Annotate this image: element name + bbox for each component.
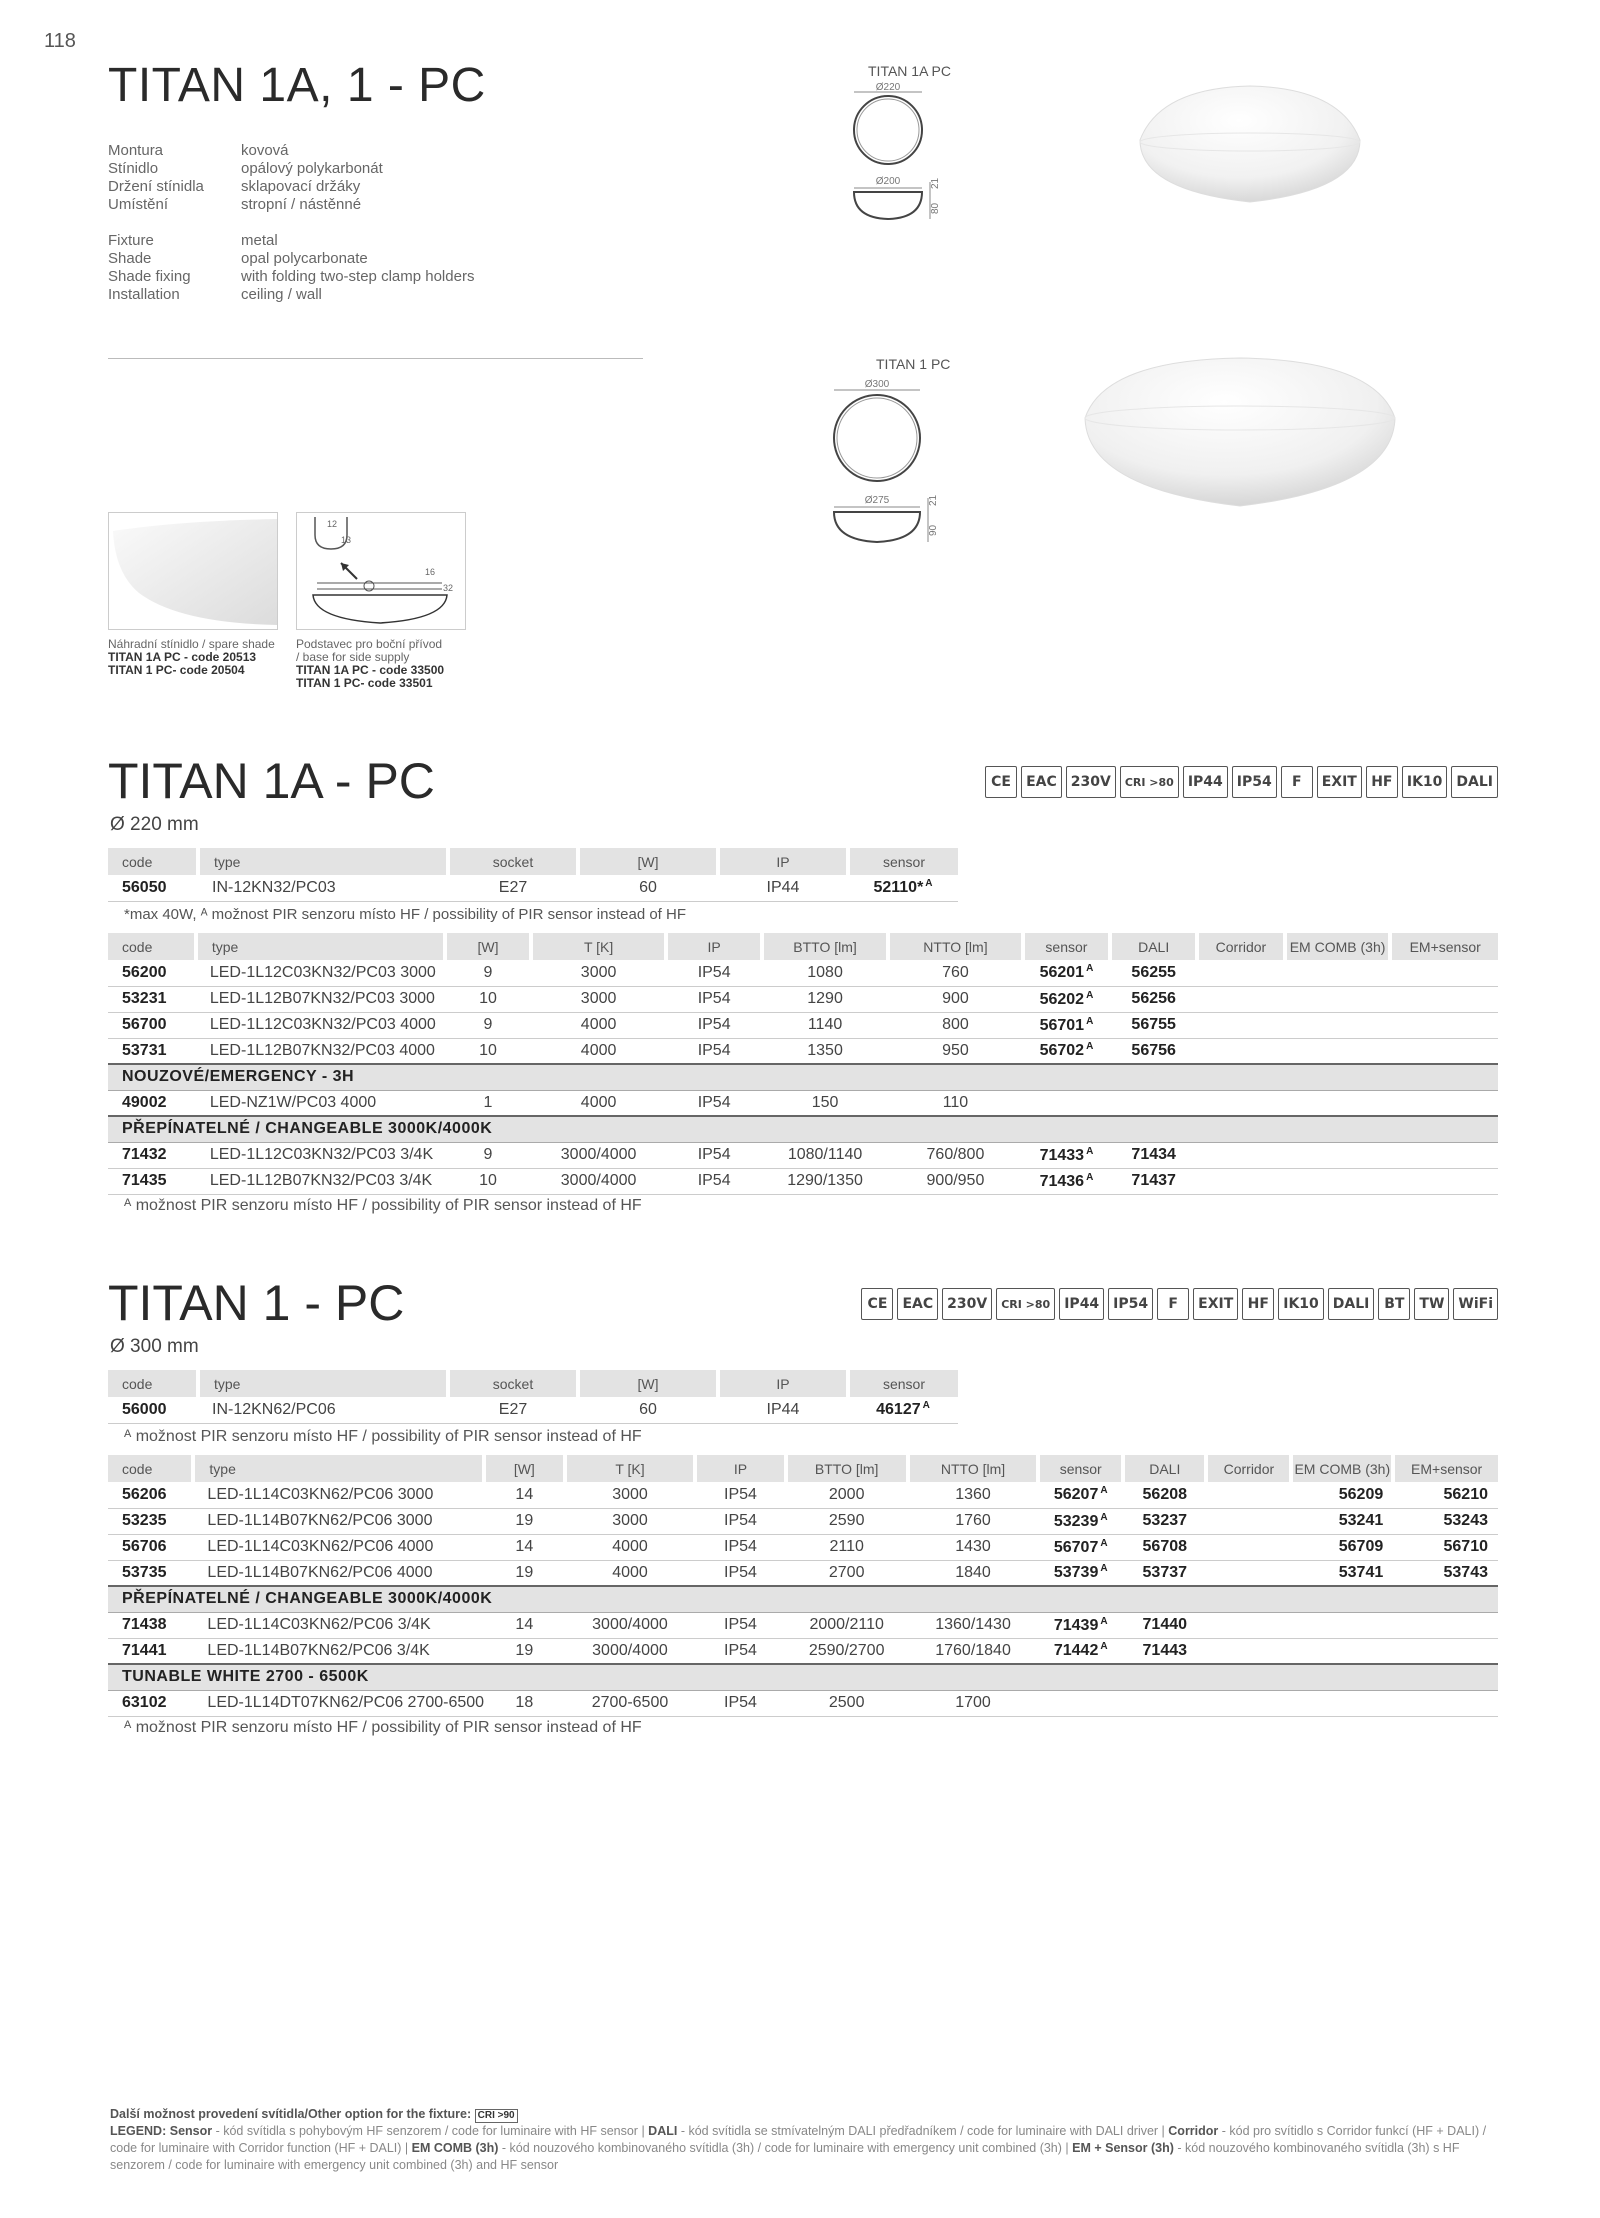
badge-hf: HF xyxy=(1366,766,1398,798)
badge-hf: HF xyxy=(1242,1288,1274,1320)
base-caption: Podstavec pro boční přívod / base for side supply TITAN 1A PC - code 33500 TITAN 1 PC- code 33501 xyxy=(296,637,445,690)
badge-ip54: IP54 xyxy=(1108,1288,1153,1320)
svg-text:12: 12 xyxy=(327,519,338,529)
table-led-titan-1a xyxy=(108,933,1498,1195)
legend: Další možnost provedení svítidla/Other option for the fixture: CRI >90 LEGEND: Sensor - kód svítidla s pohybovým HF senzorem / code for luminaire with HF sensor | DALI - kód svítidla se stmívatelným DALI předřadníkem / code for luminaire with DALI driver | Corridor - kód pro svítidlo s Corridor funkcí (HF + DALI) / code for luminaire with Corridor function (HF + DALI) | EM COMB (3h) - kód nouzového kombinovaného svítidla (3h) / code for luminaire with emergency unit combined (3h) | EM + Sensor (3h) - kód nouzového kombinovaného svítidla (3h) s HF senzorem / code for luminaire with emergency unit combined (3h) and HF sensor xyxy=(110,2107,1487,2172)
column-header: BTTO [lm] xyxy=(786,1455,908,1482)
badge-230v: 230V xyxy=(942,1288,992,1320)
table-row: 49002 LED-NZ1W/PC03 4000 1 4000 IP54 150 110 xyxy=(108,1090,1498,1116)
drawing-label-titan-1: TITAN 1 PC xyxy=(876,356,951,372)
column-header: type xyxy=(193,1455,484,1482)
column-header: NTTO [lm] xyxy=(888,933,1022,960)
badge-ik10: IK10 xyxy=(1278,1288,1324,1320)
spec-row: Držení stínidla sklapovací držáky xyxy=(108,178,361,195)
table-row: 56050 IN-12KN32/PC03 E27 60 IP44 52110* $^A$ xyxy=(108,875,958,901)
column-header: T [K] xyxy=(531,933,667,960)
badge-exit: EXIT xyxy=(1317,766,1362,798)
column-header: EM+sensor xyxy=(1393,1455,1498,1482)
badge-cri-80: CRI >80 xyxy=(1120,766,1179,798)
note-led-titan-1: ᴬ možnost PIR senzoru místo HF / possibility of PIR sensor instead of HF xyxy=(124,1719,642,1736)
column-header: Corridor xyxy=(1206,1455,1291,1482)
column-header: EM COMB (3h) xyxy=(1291,1455,1393,1482)
table-row: 53731 LED-1L12B07KN32/PC03 4000 10 4000 IP54 1350 950 56702 $^A$ 56756 xyxy=(108,1038,1498,1064)
badge-ip54: IP54 xyxy=(1232,766,1277,798)
column-header: type xyxy=(198,1370,448,1397)
spec-row: Montura kovová xyxy=(108,142,289,159)
column-header: code xyxy=(108,848,198,875)
column-header: IP xyxy=(718,1370,848,1397)
dim-top-a: Ø220 xyxy=(875,82,901,93)
column-header: code xyxy=(108,1455,193,1482)
svg-text:32: 32 xyxy=(443,583,454,593)
column-header: sensor xyxy=(1038,1455,1123,1482)
product-photo-titan-1 xyxy=(1075,348,1405,518)
column-header: EM+sensor xyxy=(1390,933,1498,960)
badge-f: F xyxy=(1281,766,1313,798)
column-header: Corridor xyxy=(1197,933,1285,960)
table-row: 53231 LED-1L12B07KN32/PC03 3000 10 3000 IP54 1290 900 56202 $^A$ 56256 xyxy=(108,986,1498,1012)
product-photo-titan-1a xyxy=(1120,70,1380,210)
column-header: [W] xyxy=(578,1370,718,1397)
table-incandescent-titan-1a xyxy=(108,848,958,902)
column-header: DALI xyxy=(1110,933,1197,960)
table-row: 56200 LED-1L12C03KN32/PC03 3000 9 3000 IP54 1080 760 56201 $^A$ 56255 xyxy=(108,960,1498,986)
dimension-drawing-titan-1a xyxy=(840,82,950,232)
certification-badges-titan-1 xyxy=(861,1288,1498,1320)
badge-eac: EAC xyxy=(897,1288,938,1320)
page-title: TITAN 1A, 1 - PC xyxy=(108,59,486,112)
table-led-titan-1 xyxy=(108,1455,1498,1717)
column-header: type xyxy=(198,848,448,875)
section-diameter-titan-1a: Ø 220 mm xyxy=(110,814,199,835)
table-row: 56700 LED-1L12C03KN32/PC03 4000 9 4000 IP54 1140 800 56701 $^A$ 56755 xyxy=(108,1012,1498,1038)
cri-90-badge: CRI >90 xyxy=(475,2109,518,2123)
spec-row: Installation ceiling / wall xyxy=(108,286,322,303)
column-header: BTTO [lm] xyxy=(762,933,888,960)
group-header: TUNABLE WHITE 2700 - 6500K xyxy=(108,1664,1498,1690)
badge-eac: EAC xyxy=(1021,766,1062,798)
note-led-titan-1a: ᴬ možnost PIR senzoru místo HF / possibility of PIR sensor instead of HF xyxy=(124,1197,642,1214)
spec-row: Shade opal polycarbonate xyxy=(108,250,368,267)
table-row: 63102 LED-1L14DT07KN62/PC06 2700-6500 18 2700-6500 IP54 2500 1700 xyxy=(108,1690,1498,1716)
note-incandescent-titan-1a: *max 40W, ᴬ možnost PIR senzoru místo HF / possibility of PIR sensor instead of HF xyxy=(124,906,686,923)
table-row: 53235 LED-1L14B07KN62/PC06 3000 19 3000 IP54 2590 1760 53239 $^A$ 53237 53241 53243 xyxy=(108,1508,1498,1534)
dim-h1-b: 90 xyxy=(928,524,939,536)
certification-badges-titan-1a xyxy=(985,766,1498,798)
badge-ip44: IP44 xyxy=(1059,1288,1104,1320)
divider xyxy=(108,358,643,359)
dimension-drawing-titan-1 xyxy=(820,376,950,556)
badge-230v: 230V xyxy=(1066,766,1116,798)
badge-ik10: IK10 xyxy=(1402,766,1448,798)
section-title-titan-1a: TITAN 1A - PC xyxy=(108,753,435,809)
column-header: IP xyxy=(695,1455,785,1482)
spec-row: Stínidlo opálový polykarbonát xyxy=(108,160,383,177)
table-row: 56000 IN-12KN62/PC06 E27 60 IP44 46127 $^A$ xyxy=(108,1397,958,1423)
table-row: 56706 LED-1L14C03KN62/PC06 4000 14 4000 IP54 2110 1430 56707 $^A$ 56708 56709 56710 xyxy=(108,1534,1498,1560)
badge-ip44: IP44 xyxy=(1183,766,1228,798)
column-header: sensor xyxy=(848,848,958,875)
note-incandescent-titan-1: ᴬ možnost PIR senzoru místo HF / possibility of PIR sensor instead of HF xyxy=(124,1428,642,1445)
group-header: NOUZOVÉ/EMERGENCY - 3H xyxy=(108,1064,1498,1090)
badge-f: F xyxy=(1157,1288,1189,1320)
badge-exit: EXIT xyxy=(1193,1288,1238,1320)
column-header: IP xyxy=(666,933,761,960)
svg-text:16: 16 xyxy=(425,567,436,577)
specifications xyxy=(108,142,474,304)
column-header: socket xyxy=(448,848,578,875)
spec-row: Shade fixing with folding two-step clamp holders xyxy=(108,268,475,285)
svg-text:13: 13 xyxy=(341,535,352,545)
column-header: [W] xyxy=(445,933,531,960)
table-row: 71435 LED-1L12B07KN32/PC03 3/4K 10 3000/4000 IP54 1290/1350 900/950 71436 $^A$ 71437 xyxy=(108,1168,1498,1194)
column-header: code xyxy=(108,933,196,960)
base-drawing-icon xyxy=(297,513,465,629)
dim-h2-b: 21 xyxy=(928,494,939,506)
page-number: 118 xyxy=(44,30,76,52)
base-drawing-image xyxy=(296,512,466,630)
badge-cri-80: CRI >80 xyxy=(996,1288,1055,1320)
dim-side-b: Ø275 xyxy=(864,495,890,506)
spare-shade-icon xyxy=(109,513,277,629)
column-header: NTTO [lm] xyxy=(908,1455,1039,1482)
table-row: 56206 LED-1L14C03KN62/PC06 3000 14 3000 IP54 2000 1360 56207 $^A$ 56208 56209 56210 xyxy=(108,1482,1498,1508)
group-header: PŘEPÍNATELNÉ / CHANGEABLE 3000K/4000K xyxy=(108,1586,1498,1612)
dim-top-b: Ø300 xyxy=(864,379,890,390)
dim-side-a: Ø200 xyxy=(875,176,901,187)
badge-tw: TW xyxy=(1414,1288,1449,1320)
column-header: socket xyxy=(448,1370,578,1397)
column-header: EM COMB (3h) xyxy=(1285,933,1391,960)
column-header: sensor xyxy=(1023,933,1111,960)
badge-ce: CE xyxy=(861,1288,893,1320)
table-incandescent-titan-1 xyxy=(108,1370,958,1424)
column-header: type xyxy=(196,933,445,960)
column-header: T [K] xyxy=(565,1455,696,1482)
table-row: 71441 LED-1L14B07KN62/PC06 3/4K 19 3000/4000 IP54 2590/2700 1760/1840 71442 $^A$ 71443 xyxy=(108,1638,1498,1664)
column-header: code xyxy=(108,1370,198,1397)
table-row: 71432 LED-1L12C03KN32/PC03 3/4K 9 3000/4000 IP54 1080/1140 760/800 71433 $^A$ 71434 xyxy=(108,1142,1498,1168)
spare-shade-image xyxy=(108,512,278,630)
badge-ce: CE xyxy=(985,766,1017,798)
column-header: [W] xyxy=(484,1455,565,1482)
section-title-titan-1: TITAN 1 - PC xyxy=(108,1275,405,1331)
section-diameter-titan-1: Ø 300 mm xyxy=(110,1336,199,1357)
spec-row: Fixture metal xyxy=(108,232,278,249)
dim-h1-a: 80 xyxy=(930,202,941,214)
dim-h2-a: 21 xyxy=(930,177,941,189)
badge-wifi: WiFi xyxy=(1453,1288,1498,1320)
badge-bt: BT xyxy=(1378,1288,1410,1320)
spare-shade-caption: Náhradní stínidlo / spare shade TITAN 1A PC - code 20513 TITAN 1 PC- code 20504 xyxy=(108,637,275,677)
column-header: sensor xyxy=(848,1370,958,1397)
group-header: PŘEPÍNATELNÉ / CHANGEABLE 3000K/4000K xyxy=(108,1116,1498,1142)
table-row: 71438 LED-1L14C03KN62/PC06 3/4K 14 3000/4000 IP54 2000/2110 1360/1430 71439 $^A$ 71440 xyxy=(108,1612,1498,1638)
badge-dali: DALI xyxy=(1328,1288,1375,1320)
badge-dali: DALI xyxy=(1451,766,1498,798)
drawing-label-titan-1a: TITAN 1A PC xyxy=(868,63,951,79)
column-header: [W] xyxy=(578,848,718,875)
table-row: 53735 LED-1L14B07KN62/PC06 4000 19 4000 IP54 2700 1840 53739 $^A$ 53737 53741 53743 xyxy=(108,1560,1498,1586)
column-header: DALI xyxy=(1123,1455,1206,1482)
column-header: IP xyxy=(718,848,848,875)
spec-row: Umístění stropní / nástěnné xyxy=(108,196,362,213)
